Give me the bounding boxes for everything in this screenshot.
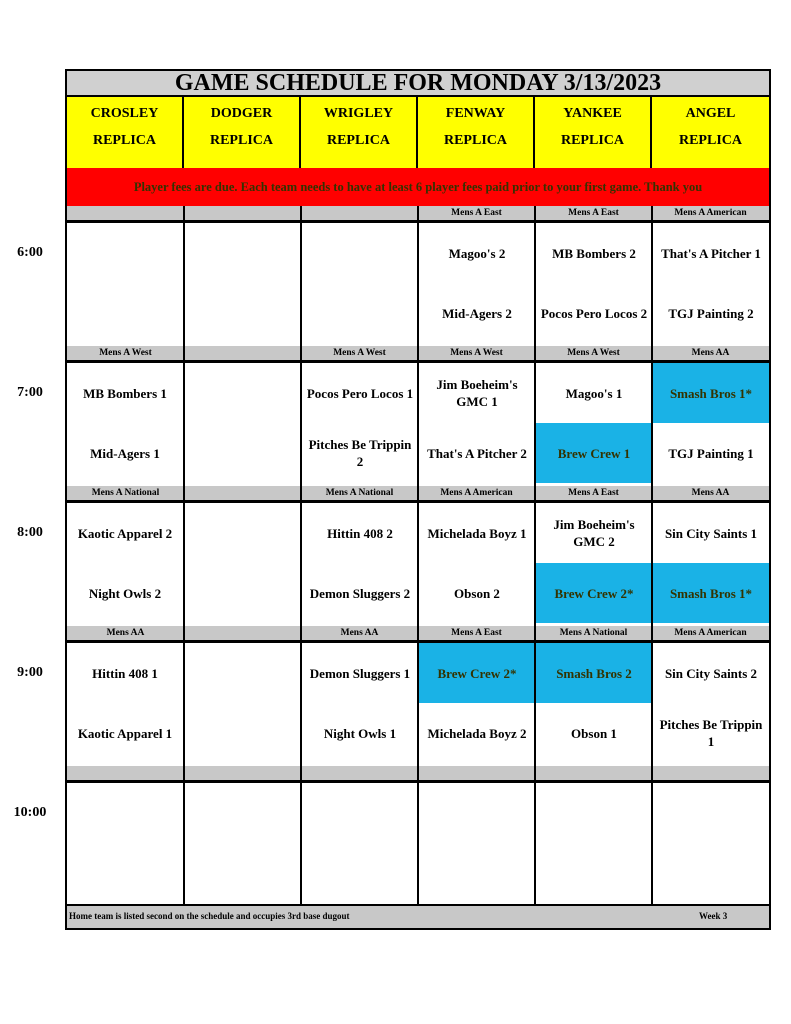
away-team-cell [185,783,301,843]
away-team-cell [185,363,301,423]
away-team-cell [653,783,769,843]
home-team-cell: Obson 2 [454,585,500,601]
home-team-cell: Pocos Pero Locos 2 [540,305,648,321]
field-name: WRIGLEY [323,106,394,121]
away-team-cell: Sin City Saints 2 [664,665,758,681]
home-team-cell [185,563,301,623]
home-team-cell [185,843,301,903]
away-team-cell: Demon Sluggers 1 [309,665,411,681]
home-team-cell: Mid-Agers 2 [442,305,512,321]
away-team-cell [302,223,418,283]
home-team-cell [302,843,418,903]
field-name: FENWAY [445,106,506,121]
home-team-cell [67,283,183,343]
field-header-angel [652,97,769,168]
away-team-cell: Hittin 408 2 [327,525,393,541]
home-team-cell: Night Owls 1 [323,725,397,741]
week-label: Week 3 [699,911,728,921]
field-name: DODGER [210,106,273,121]
division-label [184,626,301,640]
field-header-fenway [418,97,535,168]
home-team-cell: Brew Crew 1 [536,423,652,483]
division-label: Mens A National [325,488,394,498]
away-team-cell: MB Bombers 1 [83,385,167,401]
division-label: Mens A West [450,348,503,358]
away-team-cell: That's A Pitcher 1 [661,245,761,261]
division-label: Mens A East [451,628,502,638]
division-label [184,206,301,220]
division-label [184,486,301,500]
division-label [184,346,301,360]
home-team-cell [419,843,535,903]
division-label: Mens A West [333,348,386,358]
division-label: Mens A West [99,348,152,358]
home-team-cell [653,843,769,903]
division-label [652,766,769,780]
division-label: Mens A National [559,628,628,638]
schedule-sheet [65,69,771,930]
division-label [301,206,418,220]
away-team-cell: Brew Crew 2* [419,643,535,703]
home-team-cell: That's A Pitcher 2 [427,445,527,461]
time-label: 6:00 [17,245,43,260]
column-divider [534,206,536,904]
field-header-dodger [184,97,301,168]
away-team-cell [302,783,418,843]
footer-bar [67,904,769,928]
division-label [67,766,184,780]
column-divider [300,206,302,904]
footer-note: Home team is listed second on the schedule and occupies 3rd base dugout [69,911,350,921]
home-team-cell: Michelada Boyz 2 [427,725,527,741]
field-subtitle: REPLICA [443,133,507,148]
field-subtitle: REPLICA [92,133,156,148]
division-label [184,766,301,780]
division-label: Mens AA [691,488,730,498]
time-label: 7:00 [17,385,43,400]
division-label: Mens A East [568,488,619,498]
field-name: YANKEE [563,106,622,121]
home-team-cell: Demon Sluggers 2 [309,585,411,601]
division-label [301,766,418,780]
time-label: 9:00 [17,665,43,680]
field-name: ANGEL [685,106,736,121]
away-team-cell: Smash Bros 1* [653,363,769,423]
away-team-cell: Pocos Pero Locos 1 [306,385,414,401]
column-divider [417,206,419,904]
division-label: Mens A East [568,208,619,218]
home-team-cell: Pitches Be Trippin 1 [659,717,763,749]
away-team-cell [67,223,183,283]
field-subtitle: REPLICA [326,133,390,148]
division-label [67,206,184,220]
away-team-cell: Magoo's 1 [565,385,623,401]
home-team-cell [185,283,301,343]
page-title: GAME SCHEDULE FOR MONDAY 3/13/2023 [67,71,769,97]
away-team-cell: Magoo's 2 [448,245,506,261]
field-subtitle: REPLICA [560,133,624,148]
field-header-wrigley [301,97,418,168]
home-team-cell: Brew Crew 2* [536,563,652,623]
home-team-cell [536,843,652,903]
home-team-cell: Pitches Be Trippin 2 [308,437,412,469]
division-label: Mens A East [451,208,502,218]
home-team-cell: Kaotic Apparel 1 [77,725,173,741]
away-team-cell [185,223,301,283]
away-team-cell [419,783,535,843]
away-team-cell: Jim Boeheim's GMC 1 [436,377,518,409]
away-team-cell [67,783,183,843]
division-label [418,766,535,780]
column-divider [183,206,185,904]
division-label: Mens AA [106,628,145,638]
division-label: Mens A West [567,348,620,358]
division-label: Mens A National [91,488,160,498]
notice-banner: Player fees are due. Each team needs to have at least 6 player fees paid prior to your first game. Thank you [67,168,769,208]
away-team-cell: Hittin 408 1 [92,665,158,681]
field-subtitle: REPLICA [209,133,273,148]
division-label [535,766,652,780]
field-name: CROSLEY [90,106,159,121]
field-header-crosley [67,97,184,168]
division-label: Mens AA [691,348,730,358]
division-label: Mens A American [674,208,747,218]
time-label: 8:00 [17,525,43,540]
home-team-cell: TGJ Painting 1 [668,445,754,461]
home-team-cell [67,843,183,903]
away-team-cell: Sin City Saints 1 [664,525,758,541]
column-divider [651,206,653,904]
field-subtitle: REPLICA [678,133,742,148]
home-team-cell: Night Owls 2 [88,585,162,601]
home-team-cell [185,703,301,763]
home-team-cell: Obson 1 [571,725,617,741]
away-team-cell [536,783,652,843]
division-label: Mens A American [674,628,747,638]
time-label: 10:00 [13,805,47,820]
division-label: Mens A American [440,488,513,498]
away-team-cell: MB Bombers 2 [552,245,636,261]
home-team-cell [185,423,301,483]
field-header-row [67,97,769,170]
home-team-cell: Smash Bros 1* [653,563,769,623]
away-team-cell [185,503,301,563]
away-team-cell: Jim Boeheim's GMC 2 [553,517,635,549]
away-team-cell: Smash Bros 2 [536,643,652,703]
home-team-cell: Mid-Agers 1 [90,445,160,461]
field-header-yankee [535,97,652,168]
away-team-cell: Kaotic Apparel 2 [77,525,173,541]
division-label: Mens AA [340,628,379,638]
away-team-cell [185,643,301,703]
home-team-cell: TGJ Painting 2 [668,305,754,321]
away-team-cell: Michelada Boyz 1 [427,525,527,541]
home-team-cell [302,283,418,343]
